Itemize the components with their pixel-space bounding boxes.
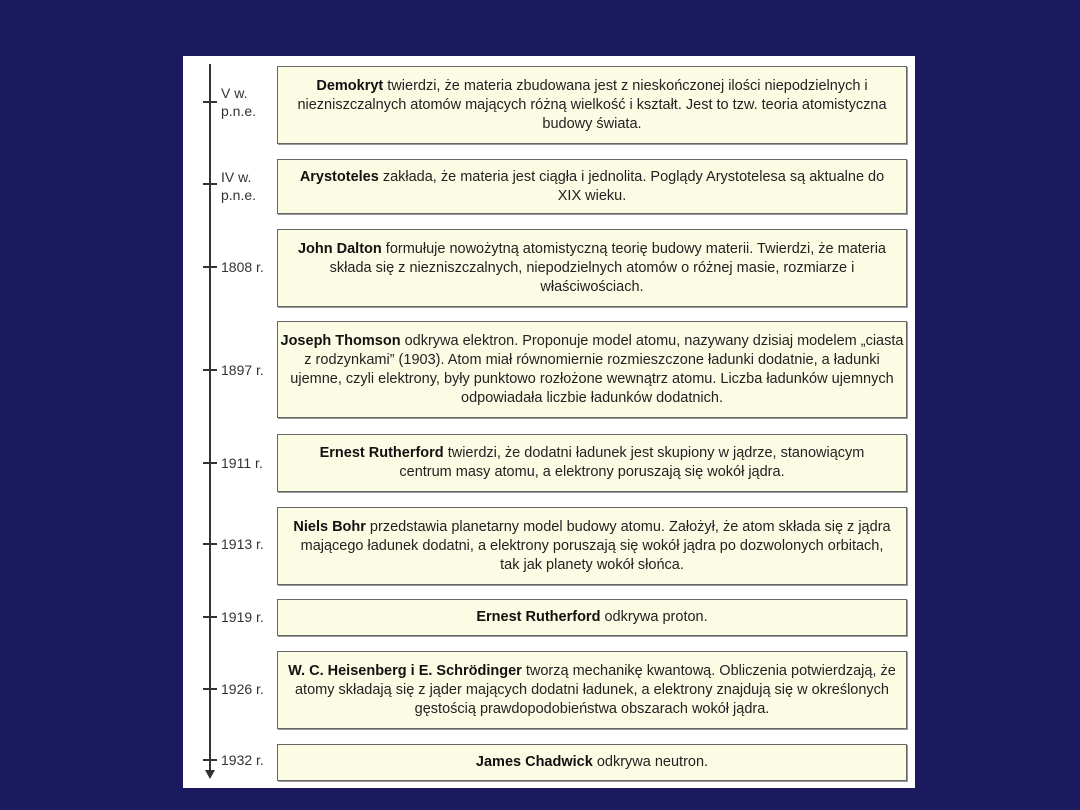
timeline-event [277, 159, 907, 214]
timeline-tick [203, 369, 217, 371]
timeline-tick [203, 101, 217, 103]
event-description: tworzą mechanikę kwantową. Obliczenia potwierdzają, że atomy składają się z jąder mających dodatni ładunek, a elektrony znajdują się w określonych gęstością prawdopodobieństwa obszarach wokół jądra. [294, 662, 896, 717]
event-scientist: Arystoteles [299, 168, 379, 185]
timeline-date: 1926 r. [221, 681, 264, 697]
event-scientist: John Dalton [297, 240, 382, 257]
timeline-date: 1911 r. [221, 455, 263, 471]
event-description: odkrywa neutron. [592, 754, 709, 770]
timeline-tick [203, 183, 217, 185]
timeline-tick [203, 759, 217, 761]
timeline-tick [203, 462, 217, 464]
event-scientist: W. C. Heisenberg i E. Schrödinger [288, 662, 522, 679]
event-description: odkrywa elektron. Proponuje model atomu, nazywany dzisiaj modelem „ciasta z rodzynkami” (1903). Atom miał równomiernie rozmieszczone ładunki dodatnie, a ładunki ujemne, czyli elektrony, były punktowo rozłożone wewnątrz atomu. Liczba ładunków ujemnych odpowiadała liczbie ładunków dodatnich. [290, 332, 904, 406]
timeline-arrow-icon [205, 770, 215, 779]
event-description: przedstawia planetarny model budowy atomu. Założył, że atom składa się z jądra mającego ładunek dodatni, a elektrony poruszają się wokół jądra po dozwolonych orbitach, tak jak planety wokół słońca. [300, 518, 891, 573]
timeline-date: 1808 r. [221, 259, 264, 275]
timeline-date: V w. p.n.e. [221, 85, 257, 119]
timeline-event [277, 229, 907, 307]
event-description: zakłada, że materia jest ciągła i jednolita. Poglądy Arystotelesa są aktualne do XIX wieku. [378, 168, 885, 204]
timeline-event [277, 507, 907, 585]
timeline-axis [209, 64, 211, 776]
event-scientist: James Chadwick [475, 754, 593, 770]
event-scientist: Joseph Thomson [280, 332, 401, 349]
event-scientist: Ernest Rutherford [319, 445, 444, 461]
event-description: twierdzi, że materia zbudowana jest z nieskończonej ilości niepodzielnych i niezniszczalnych atomów mających różną wielkość i kształt. Jest to tzw. teoria atomistyczna budowy świata. [297, 77, 887, 132]
event-description: odkrywa proton. [600, 609, 708, 625]
timeline-tick [203, 616, 217, 618]
timeline-tick [203, 688, 217, 690]
timeline-date: IV w. p.n.e. [221, 169, 257, 203]
timeline-event [277, 744, 907, 781]
event-scientist: Ernest Rutherford [476, 609, 601, 625]
event-description: formułuje nowożytną atomistyczną teorię budowy materii. Twierdzi, że materia składa się z niezniszczalnych, niepodzielnych atomów o różnej masie, rozmiarze i właściwościach. [329, 240, 886, 295]
timeline-date: 1932 r. [221, 752, 264, 768]
event-description: twierdzi, że dodatni ładunek jest skupiony w jądrze, stanowiącym centrum masy atomu, a elektrony poruszają się wokół jądra. [399, 445, 865, 480]
timeline-date: 1913 r. [221, 536, 264, 552]
timeline-event [277, 321, 907, 418]
timeline-event [277, 66, 907, 144]
timeline-event [277, 651, 907, 729]
timeline-tick [203, 266, 217, 268]
timeline-sheet [183, 56, 915, 788]
timeline-event [277, 434, 907, 492]
timeline-tick [203, 543, 217, 545]
timeline-event [277, 599, 907, 636]
event-scientist: Demokryt [316, 77, 384, 94]
event-scientist: Niels Bohr [293, 518, 366, 535]
timeline-date: 1919 r. [221, 609, 264, 625]
timeline-date: 1897 r. [221, 362, 264, 378]
